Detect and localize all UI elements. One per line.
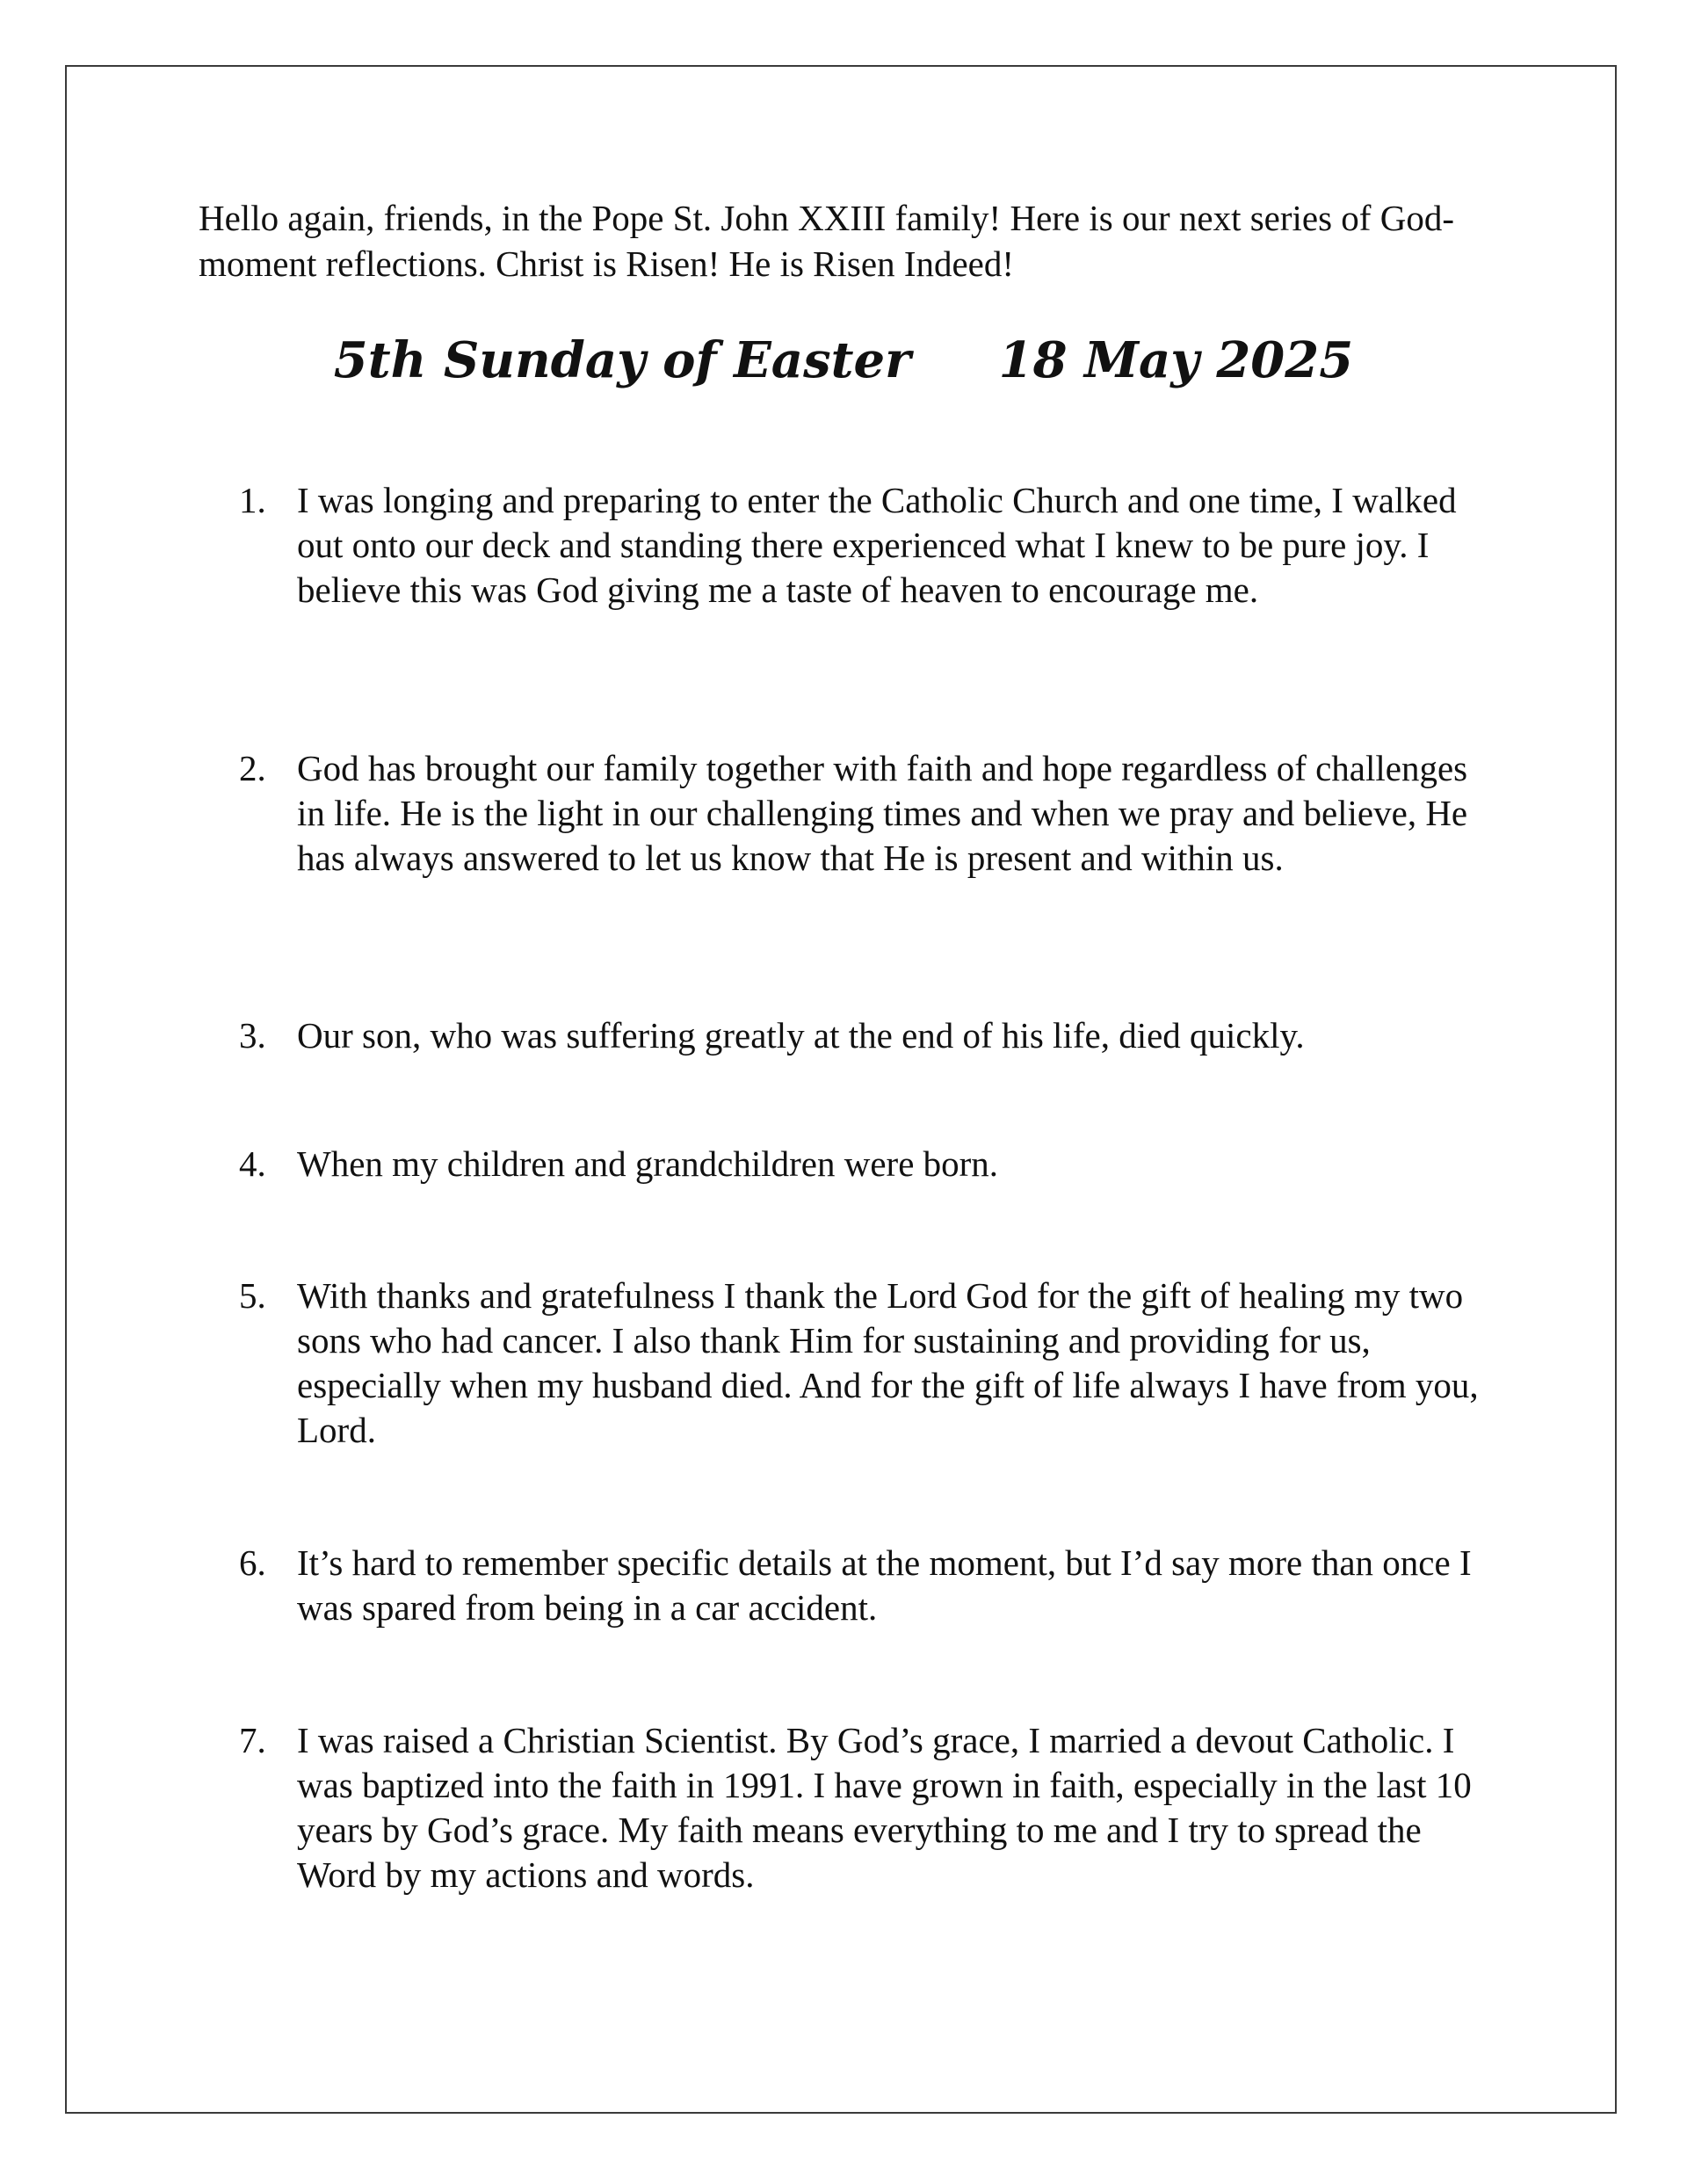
page-heading [0,325,1687,395]
reflection-item-4 [239,1142,1504,1186]
item-text: With thanks and gratefulness I thank the Lord God for the gift of healing my two sons who had cancer. I also thank Him for sustaining and providing for us, especially when my husband died. And for the gift of life always I have from you, Lord. [297,1275,1479,1450]
reflection-item-6 [239,1541,1504,1630]
heading-date: 18 May 2025 [998,331,1354,389]
item-number: 1. [239,480,266,520]
item-number: 2. [239,748,266,788]
reflection-item-3 [239,1013,1504,1058]
item-number: 4. [239,1143,266,1184]
item-text: It’s hard to remember specific details at the moment, but I’d say more than once I was spared from being in a car accident. [297,1542,1472,1628]
item-number: 7. [239,1720,266,1760]
heading-title: 5th Sunday of Easter [333,331,911,389]
reflection-item-7 [239,1718,1504,1897]
reflection-item-2 [239,746,1504,881]
item-text: I was longing and preparing to enter the Catholic Church and one time, I walked out onto our deck and standing there experienced what I knew to be pure joy. I believe this was God giving me a taste of heaven to encourage me. [297,480,1457,610]
reflection-item-5 [239,1273,1504,1453]
intro-paragraph: Hello again, friends, in the Pope St. John XXIII family! Here is our next series of God-moment reflections. Christ is Risen! He is Risen Indeed! [199,198,1454,284]
reflection-item-1 [239,478,1504,613]
item-number: 5. [239,1275,266,1316]
item-text: When my children and grandchildren were born. [297,1143,999,1184]
item-text: I was raised a Christian Scientist. By God’s grace, I married a devout Catholic. I was baptized into the faith in 1991. I have grown in faith, especially in the last 10 years by God’s grace. My faith means everything to me and I try to spread the Word by my actions and words. [297,1720,1472,1895]
item-number: 3. [239,1015,266,1056]
item-text: Our son, who was suffering greatly at the end of his life, died quickly. [297,1015,1305,1056]
item-number: 6. [239,1542,266,1583]
item-text: God has brought our family together with faith and hope regardless of challenges in life. He is the light in our challenging times and when we pray and believe, He has always answered to let us know that He is present and within us. [297,748,1468,878]
